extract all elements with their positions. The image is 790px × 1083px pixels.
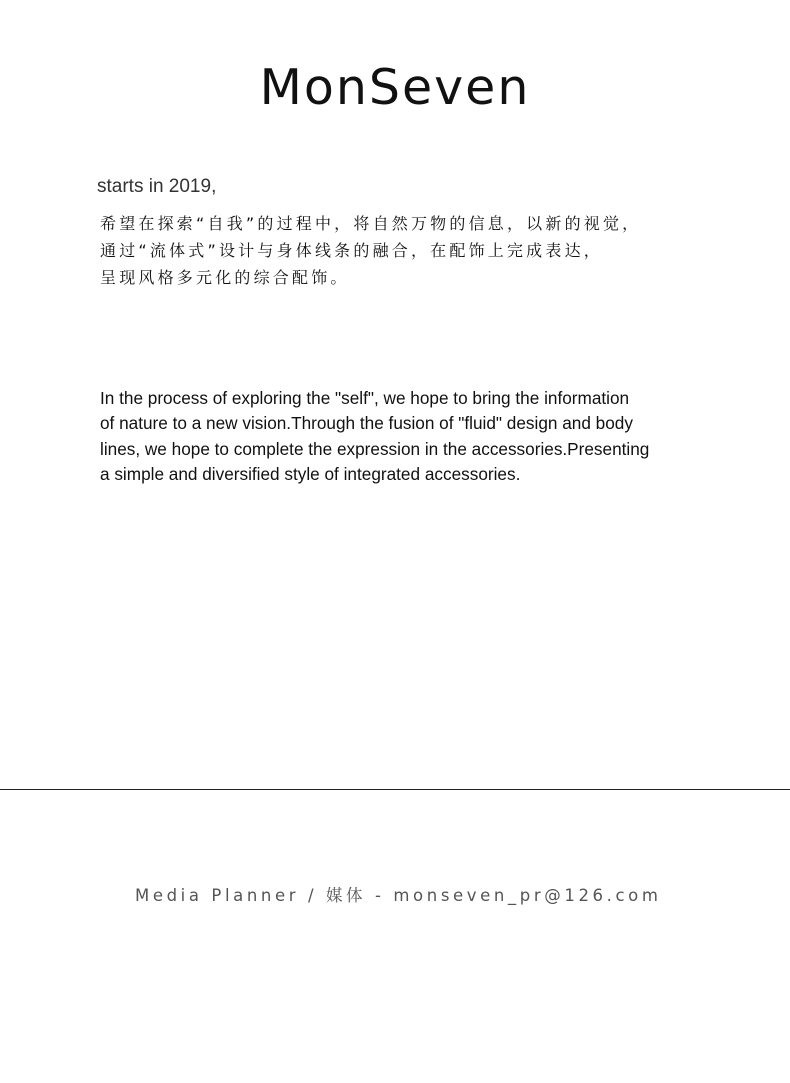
starts-in-year-text: starts in 2019, [97, 176, 217, 197]
logo-wordmark: MonSeven [259, 60, 531, 116]
section-divider [0, 789, 790, 790]
monseven-logo-mark [245, 60, 545, 120]
brand-logo [0, 60, 790, 120]
chinese-description-line: 希望在探索“自我”的过程中，将自然万物的信息，以新的视觉， [100, 214, 642, 233]
english-description-line: In the process of exploring the "self", we hope to bring the information [100, 388, 630, 408]
chinese-description-line: 呈现风格多元化的综合配饰。 [100, 268, 350, 287]
english-description-line: a simple and diversified style of integrated accessories. [100, 463, 521, 484]
english-description [100, 386, 710, 487]
english-description-line: of nature to a new vision.Through the fusion of "fluid" design and body [100, 413, 633, 434]
media-contact-text: Media Planner / 媒体 - monseven_pr@126.com [135, 886, 662, 905]
chinese-description [100, 210, 710, 291]
english-description-line: lines, we hope to complete the expression in the accessories.Presenting [100, 438, 650, 459]
chinese-description-line: 通过“流体式”设计与身体线条的融合，在配饰上完成表达， [100, 241, 603, 260]
